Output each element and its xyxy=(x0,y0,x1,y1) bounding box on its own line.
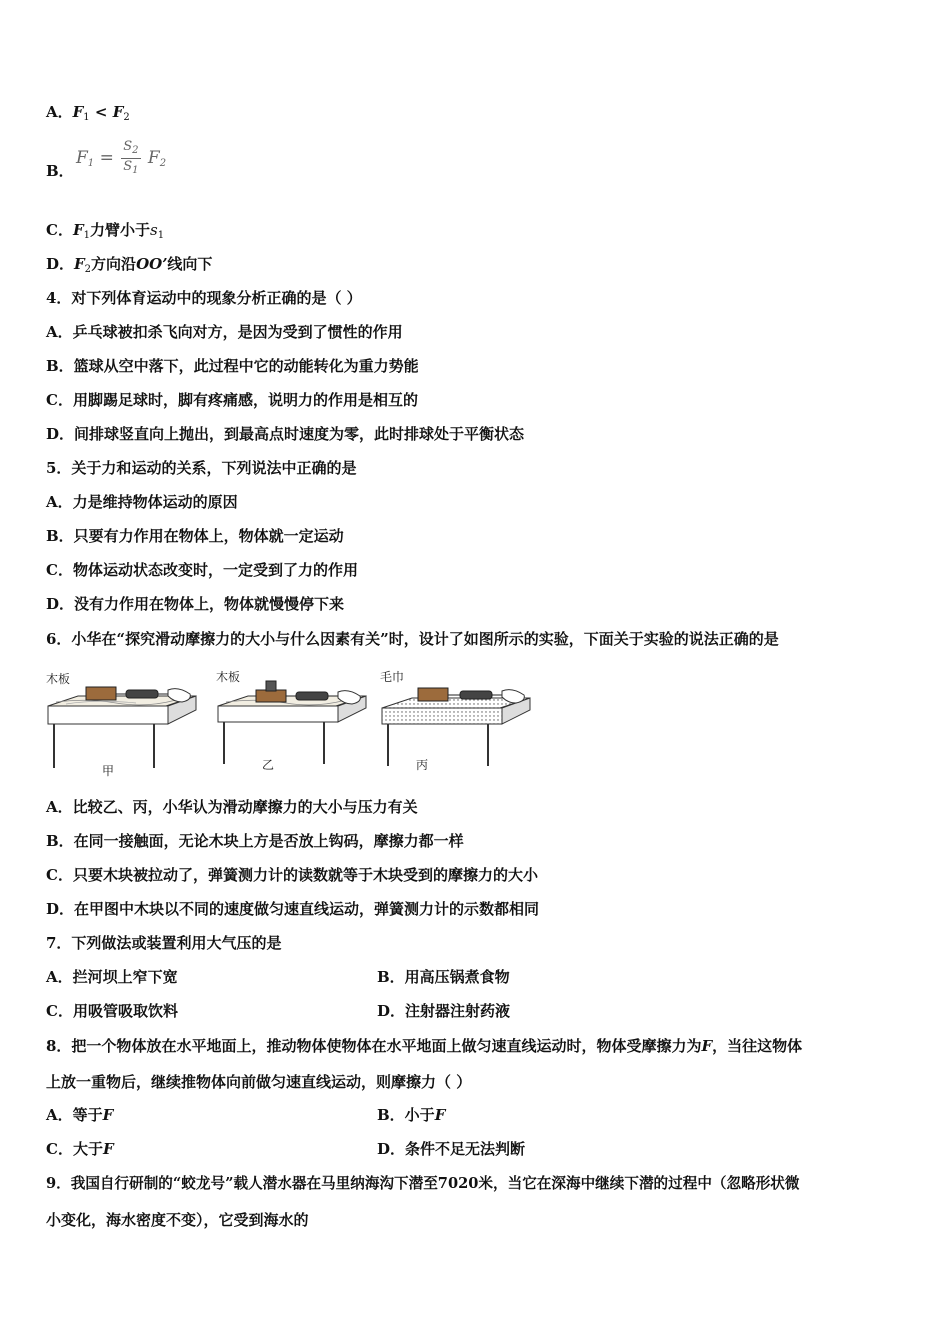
q7-option-d: D．注射器注射药液 xyxy=(377,1002,511,1020)
figure-jia-apparatus xyxy=(46,684,206,774)
q4-option-d: D．间排球竖直向上抛出，到最高点时速度为零，此时排球处于平衡状态 xyxy=(46,425,525,443)
q3-option-c: C．$F_1$力臂小于$s_1$ xyxy=(46,221,165,241)
q6-option-c: C．只要木块被拉动了，弹簧测力计的读数就等于木块受到的摩擦力的大小 xyxy=(46,866,538,884)
q8-option-b: B．小于F xyxy=(377,1106,446,1124)
q3-option-b-formula: $F_1$ = $\frac{S_2}{S_1}$ $F_2$ xyxy=(76,139,167,176)
q3-option-d: D．$F_2$方向沿OO’线向下 xyxy=(46,255,213,275)
q5-option-a: A．力是维持物体运动的原因 xyxy=(46,493,238,511)
q7-option-b: B．用高压锅煮食物 xyxy=(377,968,510,986)
q7-option-c: C．用吸管吸取饮料 xyxy=(46,1002,178,1020)
q3-option-b-letter: B． xyxy=(46,162,74,180)
q6-option-d: D．在甲图中木块以不同的速度做匀速直线运动，弹簧测力计的示数都相同 xyxy=(46,900,540,918)
q8-stem-line1: 8．把一个物体放在水平地面上，推动物体使物体在水平地面上做匀速直线运动时，物体受摩擦力为F，当往这物体 xyxy=(46,1037,803,1055)
q4-stem: 4．对下列体育运动中的现象分析正确的是（ ） xyxy=(46,289,362,307)
q4-option-c: C．用脚踢足球时，脚有疼痛感，说明力的作用是相互的 xyxy=(46,391,418,409)
figure-yi-surface-label: 木板 xyxy=(216,670,241,684)
q7-stem: 7．下列做法或装置利用大气压的是 xyxy=(46,934,282,952)
q6-option-b: B．在同一接触面，无论木块上方是否放上钩码，摩擦力都一样 xyxy=(46,832,464,850)
figure-jia-caption: 甲 xyxy=(102,764,115,778)
q8-option-d: D．条件不足无法判断 xyxy=(377,1140,526,1158)
q7-option-a: A．拦河坝上窄下宽 xyxy=(46,968,178,986)
q6-option-a: A．比较乙、丙，小华认为滑动摩擦力的大小与压力有关 xyxy=(46,798,418,816)
q5-option-b: B．只要有力作用在物体上，物体就一定运动 xyxy=(46,527,344,545)
figure-yi-apparatus xyxy=(216,680,376,770)
q6-stem: 6．小华在“探究滑动摩擦力的大小与什么因素有关”时，设计了如图所示的实验，下面关于实验的说法正确的是 xyxy=(46,630,779,648)
q8-stem-line2: 上放一重物后，继续推物体向前做匀速直线运动，则摩擦力（ ） xyxy=(46,1073,472,1091)
q5-option-d: D．没有力作用在物体上，物体就慢慢停下来 xyxy=(46,595,345,613)
q8-option-c: C．大于F xyxy=(46,1140,114,1158)
figure-bing xyxy=(380,664,540,779)
q8-option-a: A．等于F xyxy=(46,1106,114,1124)
q9-stem-line1: 9．我国自行研制的“蛟龙号”载人潜水器在马里纳海沟下潜至7020米，当它在深海中继续下潜的过程中（忽略形状微 xyxy=(46,1175,800,1192)
q4-option-b: B．篮球从空中落下，此过程中它的动能转化为重力势能 xyxy=(46,357,419,375)
figure-jia xyxy=(46,664,206,779)
q3-option-a: A．$F_1 < F_2$ xyxy=(46,103,130,123)
figure-jia-surface-label: 木板 xyxy=(46,672,71,686)
q5-stem: 5．关于力和运动的关系，下列说法中正确的是 xyxy=(46,459,357,477)
figure-yi xyxy=(216,664,376,779)
figure-bing-caption: 丙 xyxy=(416,758,429,772)
q5-option-c: C．物体运动状态改变时，一定受到了力的作用 xyxy=(46,561,358,579)
q4-option-a: A．乒乓球被扣杀飞向对方，是因为受到了惯性的作用 xyxy=(46,323,403,341)
figure-bing-apparatus xyxy=(380,682,540,772)
figure-yi-caption: 乙 xyxy=(262,758,275,772)
figure-bing-surface-label: 毛巾 xyxy=(380,670,405,684)
q9-stem-line2: 小变化，海水密度不变），它受到海水的 xyxy=(46,1211,309,1229)
